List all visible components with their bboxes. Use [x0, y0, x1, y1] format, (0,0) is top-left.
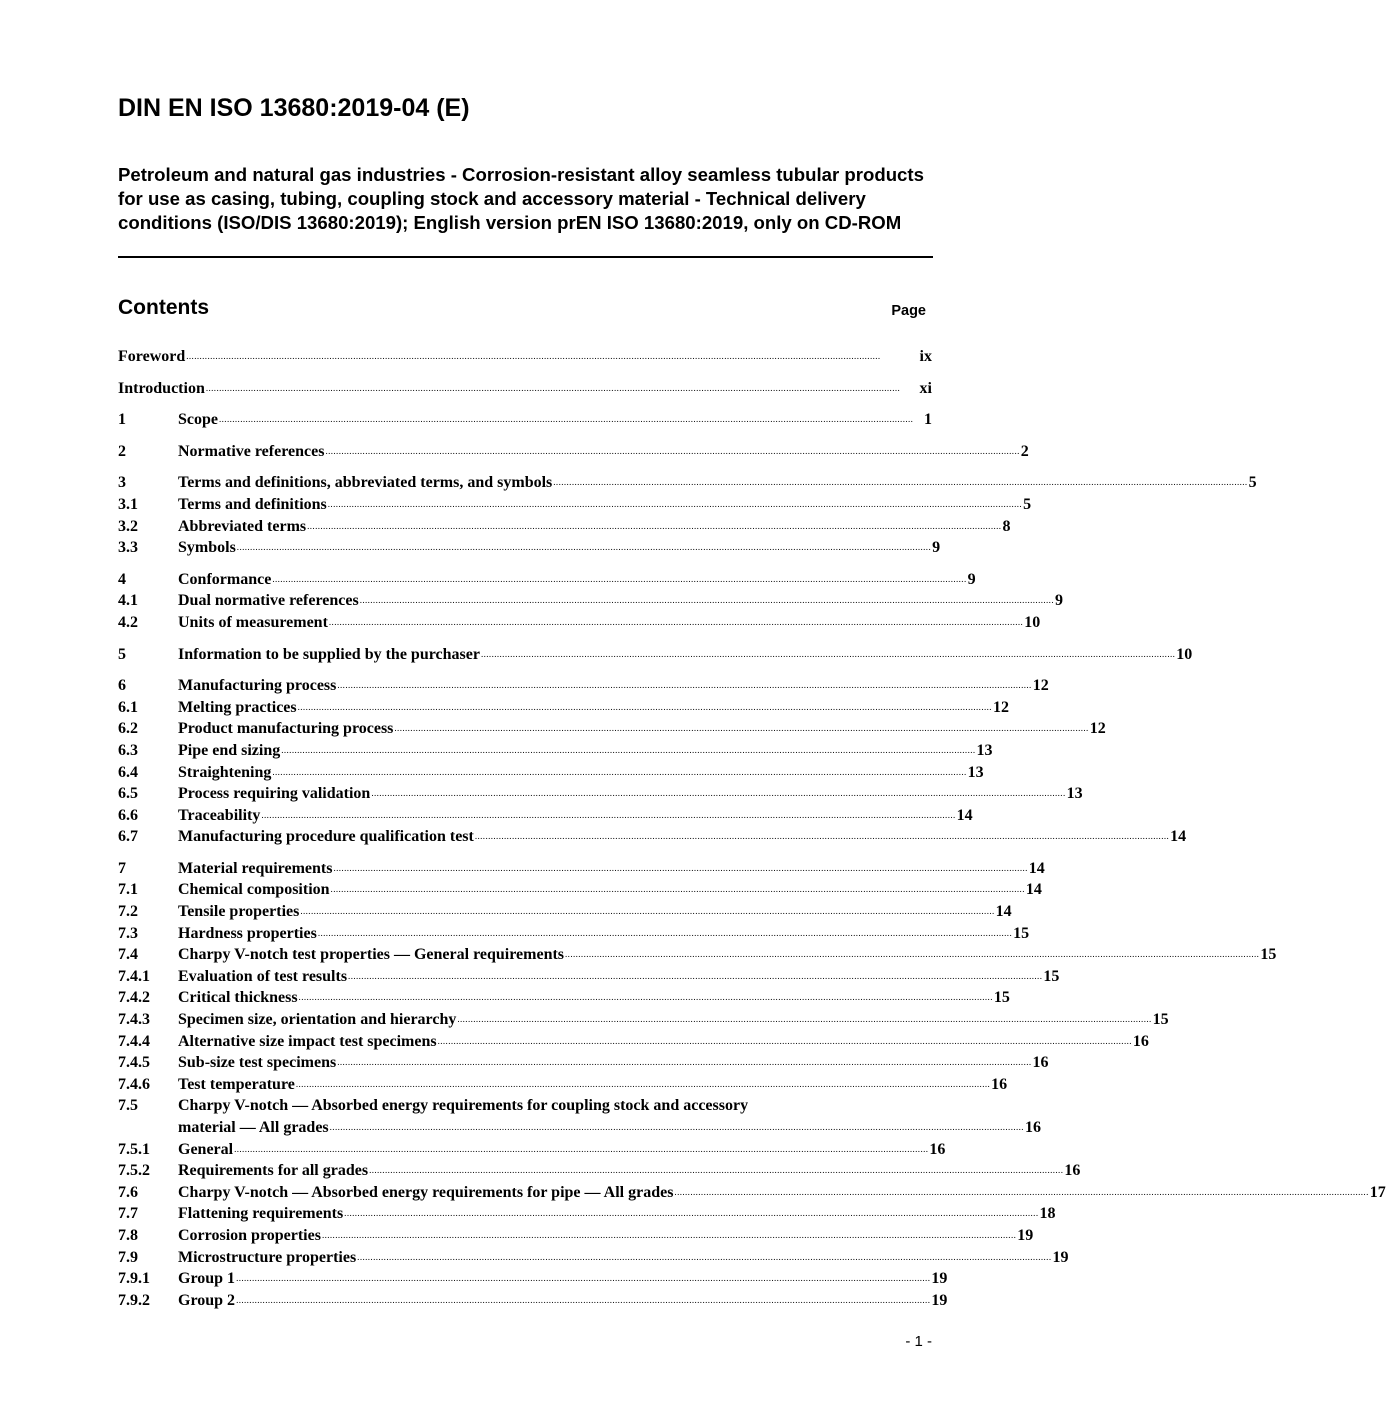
toc-entry-title: Symbols [178, 539, 236, 557]
toc-entry-title: Foreword [118, 348, 186, 365]
toc-entry-page: 13 [967, 763, 984, 781]
toc-entry-title: Product manufacturing process [178, 720, 394, 738]
toc-leader [237, 535, 931, 559]
toc-entry-page: 16 [1064, 1162, 1081, 1180]
toc-entry-title: Alternative size impact test specimens [178, 1032, 437, 1050]
toc-entry[interactable] [118, 879, 1042, 901]
table-of-contents [118, 346, 1386, 1311]
toc-entry-page: 9 [932, 539, 941, 557]
toc-entry-page: 16 [1032, 1054, 1049, 1072]
toc-leader [333, 856, 1027, 880]
toc-leader [553, 470, 1247, 494]
toc-entry-page: 9 [1055, 592, 1063, 610]
toc-entry[interactable] [118, 1139, 946, 1161]
toc-entry-number: 7.5 [118, 1097, 138, 1115]
toc-entry-number: 6.6 [118, 806, 138, 824]
toc-entry-title: Terms and definitions [178, 495, 327, 513]
toc-leader [348, 964, 1042, 988]
toc-leader [296, 1072, 990, 1096]
toc-entry-page: 16 [929, 1140, 946, 1158]
toc-entry-title: Charpy V-notch — Absorbed energy requirements for coupling stock and accessory [178, 1097, 749, 1115]
toc-entry[interactable] [118, 901, 1012, 923]
toc-entry-foreword[interactable] [118, 346, 932, 368]
toc-entry-title: Introduction [118, 379, 205, 397]
toc-entry-page: 16 [1024, 1119, 1041, 1136]
toc-entry[interactable] [118, 858, 1045, 880]
toc-entry-page: 15 [1013, 924, 1030, 942]
page-column-label: Page [891, 303, 926, 319]
document-subtitle: Petroleum and natural gas industries - Corrosion-resistant alloy seamless tubular products for use as casing, tubing, coupling stock and accessory material - Technical delivery conditions (ISO/DIS 13680:2019); English version prEN ISO 13680:2019, only on CD-ROM [118, 164, 924, 233]
toc-entry[interactable] [118, 1247, 1069, 1269]
toc-entry-page: 17 [1369, 1183, 1386, 1201]
toc-leader [369, 1158, 1063, 1182]
toc-entry-number: 7.2 [118, 903, 138, 921]
toc-entry-title: Units of measurement [178, 613, 328, 631]
toc-entry-page: ix [919, 348, 932, 365]
toc-entry-title: Microstructure properties [178, 1248, 357, 1266]
toc-leader [298, 695, 992, 719]
toc-entry-title: Process requiring validation [178, 785, 371, 803]
toc-entry-title: Conformance [178, 570, 272, 588]
toc-leader [371, 781, 1065, 805]
toc-entry-number: 7.4.3 [118, 1011, 150, 1029]
toc-entry-number: 3.1 [118, 495, 138, 513]
toc-leader [394, 716, 1088, 740]
toc-entry-number: 3.2 [118, 517, 138, 535]
toc-entry-page: 16 [991, 1075, 1008, 1093]
toc-entry-number: 7.3 [118, 924, 138, 942]
toc-entry-title: Evaluation of test results [178, 967, 348, 985]
toc-entry-title: Terms and definitions, abbreviated terms, and symbols [178, 474, 553, 492]
toc-entry-page: 19 [931, 1291, 948, 1309]
toc-entry[interactable] [118, 826, 1187, 848]
toc-entry[interactable] [118, 718, 1106, 740]
toc-entry-number: 4.2 [118, 613, 138, 631]
toc-leader [337, 1050, 1031, 1074]
toc-entry-page: 9 [967, 570, 976, 588]
toc-entry[interactable] [118, 1203, 1056, 1225]
toc-entry[interactable] [118, 441, 1029, 463]
toc-entry-number: 3 [118, 474, 126, 492]
toc-entry-title: Melting practices [178, 698, 297, 716]
toc-leader [325, 439, 1019, 463]
toc-leader [674, 1180, 1368, 1204]
toc-entry-title: Scope [178, 411, 218, 429]
toc-leader [300, 899, 994, 923]
toc-entry-number: 6 [118, 677, 126, 695]
toc-entry-title: Charpy V-notch — Absorbed energy requirements for pipe — All grades [178, 1183, 674, 1201]
toc-entry[interactable] [118, 675, 1049, 697]
toc-entry-page: 19 [1052, 1248, 1069, 1266]
toc-leader [318, 921, 1012, 945]
footer-page-number: - 1 - [905, 1333, 932, 1350]
toc-entry-number: 7.4.5 [118, 1054, 150, 1072]
toc-entry-number: 7.4 [118, 946, 138, 964]
toc-leader [357, 1245, 1051, 1269]
toc-entry-number: 4 [118, 570, 126, 588]
toc-entry-number: 6.5 [118, 785, 138, 803]
toc-entry-page: 8 [1002, 517, 1011, 535]
toc-entry[interactable] [118, 1074, 1008, 1096]
toc-entry[interactable] [118, 805, 973, 827]
toc-leader [330, 1115, 1024, 1139]
toc-entry-number: 7.5.2 [118, 1162, 150, 1180]
toc-leader [236, 1266, 930, 1290]
toc-entry-number: 1 [118, 411, 126, 429]
toc-entry-page: 12 [1089, 720, 1106, 738]
toc-entry-page: 14 [995, 903, 1012, 921]
toc-entry-page: 12 [1032, 677, 1049, 695]
toc-entry-title: Hardness properties [178, 924, 317, 942]
toc-leader [281, 738, 975, 762]
document-title: DIN EN ISO 13680:2019-04 (E) [118, 94, 470, 122]
toc-leader [475, 824, 1169, 848]
toc-entry-page: 15 [1260, 946, 1277, 964]
toc-entry[interactable] [118, 762, 984, 784]
toc-entry[interactable] [118, 944, 1277, 966]
toc-entry-number: 7 [118, 859, 126, 877]
toc-entry-page: 13 [976, 741, 993, 759]
toc-entry-page: xi [919, 379, 932, 397]
toc-entry-number: 7.8 [118, 1226, 138, 1244]
toc-entry-number: 7.9 [118, 1248, 138, 1266]
toc-leader [360, 588, 1054, 612]
toc-entry-page: 2 [1020, 442, 1029, 460]
toc-entry-page: 16 [1132, 1032, 1149, 1050]
toc-entry-number: 7.4.4 [118, 1032, 150, 1050]
toc-entry[interactable] [118, 590, 1063, 612]
toc-entry-title: General [178, 1140, 234, 1158]
toc-entry-title: Pipe end sizing [178, 741, 281, 759]
toc-entry-title: Group 1 [178, 1270, 236, 1288]
toc-entry-number: 7.9.1 [118, 1270, 150, 1288]
toc-entry-page: 14 [1170, 828, 1187, 846]
toc-entry[interactable] [118, 1052, 1049, 1074]
toc-entry-page: 14 [1025, 881, 1042, 899]
toc-entry-number: 6.4 [118, 763, 138, 781]
title-rule [118, 256, 933, 258]
toc-entry-number: 7.7 [118, 1205, 138, 1223]
toc-entry-title: Chemical composition [178, 881, 330, 899]
toc-entry-title: Test temperature [178, 1075, 295, 1093]
toc-entry-page: 15 [1152, 1011, 1169, 1029]
toc-entry-title: Manufacturing process [178, 677, 337, 695]
toc-leader [457, 1007, 1151, 1031]
toc-entry[interactable] [118, 740, 993, 762]
toc-entry-page: 15 [993, 989, 1010, 1007]
toc-leader [234, 1137, 928, 1161]
toc-leader [331, 877, 1025, 901]
toc-entry-page: 19 [1017, 1226, 1034, 1244]
toc-leader [299, 985, 993, 1009]
toc-entry[interactable] [118, 612, 1041, 634]
toc-entry-page: 5 [1023, 495, 1032, 513]
toc-entry-number: 7.1 [118, 881, 138, 899]
toc-entry-title: Material requirements [178, 859, 333, 877]
toc-entry-number: 7.4.1 [118, 967, 150, 985]
toc-leader [236, 1288, 930, 1312]
toc-leader [481, 642, 1175, 666]
toc-entry-page: 10 [1176, 645, 1193, 663]
toc-entry[interactable] [118, 1225, 1034, 1247]
toc-entry-number: 6.7 [118, 828, 138, 846]
toc-entry[interactable] [118, 472, 1257, 494]
toc-entry-number: 7.6 [118, 1183, 138, 1201]
toc-entry-title: Dual normative references [178, 592, 359, 610]
toc-entry[interactable] [118, 569, 976, 591]
toc-entry-page: 14 [956, 806, 973, 824]
toc-entry-title: Corrosion properties [178, 1226, 321, 1244]
toc-leader [206, 376, 919, 400]
toc-entry[interactable] [118, 516, 1011, 538]
toc-leader [261, 803, 955, 827]
toc-leader [344, 1201, 1038, 1225]
toc-entry-title: Sub-size test specimens [178, 1054, 337, 1072]
contents-heading: Contents [118, 296, 209, 319]
toc-entry-title-continued: material — All grades [178, 1119, 329, 1136]
toc-entry-number: 6.1 [118, 698, 138, 716]
toc-entry[interactable] [118, 923, 1030, 945]
toc-entry[interactable] [118, 1182, 1386, 1204]
toc-entry-page: 19 [931, 1270, 948, 1288]
toc-entry-title: Flattening requirements [178, 1205, 344, 1223]
toc-entry-page: 18 [1039, 1205, 1056, 1223]
toc-entry-title: Tensile properties [178, 903, 300, 921]
toc-entry-title: Group 2 [178, 1291, 236, 1309]
toc-entry-page: 15 [1043, 967, 1060, 985]
toc-entry[interactable] [118, 409, 932, 431]
toc-entry[interactable] [118, 1290, 948, 1312]
toc-entry-number: 5 [118, 645, 126, 663]
toc-leader [272, 760, 966, 784]
toc-entry[interactable] [118, 987, 1010, 1009]
toc-leader [329, 610, 1023, 634]
toc-leader [219, 407, 923, 431]
toc-entry[interactable] [118, 966, 1060, 988]
toc-entry-title: Normative references [178, 442, 325, 460]
toc-leader [565, 942, 1259, 966]
toc-entry-title: Critical thickness [178, 989, 298, 1007]
toc-entry-number: 6.2 [118, 720, 138, 738]
toc-entry-multiline[interactable] [118, 1095, 1041, 1138]
toc-entry-page: 12 [992, 698, 1009, 716]
toc-entry[interactable] [118, 494, 1032, 516]
toc-entry-number: 4.1 [118, 592, 138, 610]
toc-entry-title: Abbreviated terms [178, 517, 307, 535]
toc-entry-number: 6.3 [118, 741, 138, 759]
toc-leader [307, 514, 1001, 538]
toc-entry[interactable] [118, 537, 941, 559]
toc-entry-page: 14 [1028, 859, 1045, 877]
toc-leader [322, 1223, 1016, 1247]
toc-entry-number: 7.9.2 [118, 1291, 150, 1309]
toc-entry[interactable] [118, 783, 1083, 805]
toc-entry-page: 1 [924, 411, 932, 429]
toc-entry-title: Charpy V-notch test properties — General requirements [178, 946, 565, 964]
toc-entry-number: 3.3 [118, 539, 138, 557]
toc-entry-number: 2 [118, 442, 126, 460]
toc-leader [272, 567, 966, 591]
toc-entry[interactable] [118, 697, 1009, 719]
toc-entry[interactable] [118, 1268, 948, 1290]
toc-entry[interactable] [118, 1009, 1169, 1031]
toc-entry-number: 7.4.6 [118, 1075, 150, 1093]
toc-entry-title: Specimen size, orientation and hierarchy [178, 1011, 457, 1029]
toc-entry-introduction[interactable] [118, 378, 932, 400]
toc-entry-title: Information to be supplied by the purchaser [178, 645, 480, 663]
toc-leader [186, 344, 918, 368]
toc-entry-page: 5 [1248, 474, 1257, 492]
toc-entry-number: 7.5.1 [118, 1140, 150, 1158]
toc-entry-title: Traceability [178, 806, 261, 824]
toc-entry[interactable] [118, 1160, 1081, 1182]
toc-entry-title: Requirements for all grades [178, 1162, 369, 1180]
toc-entry[interactable] [118, 1031, 1149, 1053]
toc-entry-page: 10 [1024, 613, 1041, 631]
toc-entry-title: Straightening [178, 763, 272, 781]
toc-leader [438, 1029, 1132, 1053]
toc-entry-title: Manufacturing procedure qualification test [178, 828, 474, 846]
toc-leader [337, 673, 1031, 697]
toc-entry-number: 7.4.2 [118, 989, 150, 1007]
toc-leader [328, 492, 1022, 516]
toc-entry-page: 13 [1066, 785, 1083, 803]
toc-entry[interactable] [118, 644, 1193, 666]
